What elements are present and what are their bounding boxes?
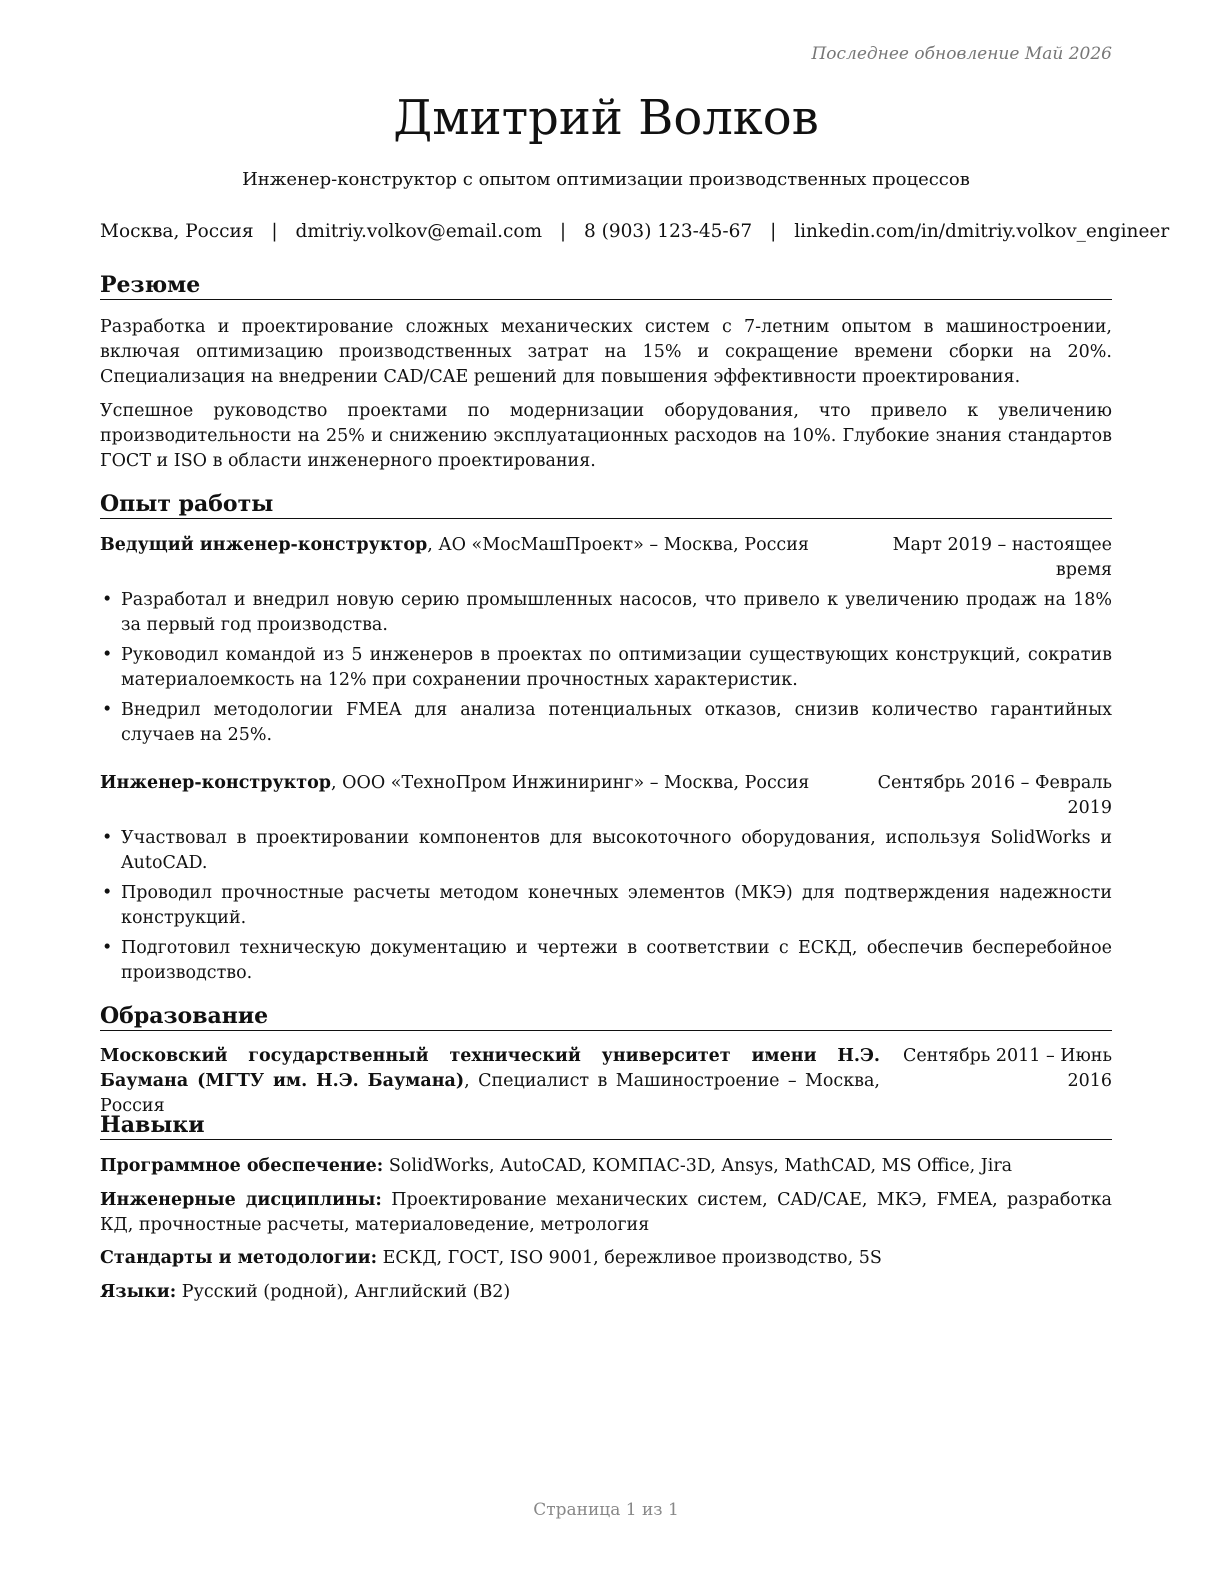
skill-label: Программное обеспечение: xyxy=(100,1156,384,1176)
list-item: • Разработал и внедрил новую серию промышленных насосов, что привело к увеличению продаж на 18% за первый год производства. xyxy=(102,590,1112,635)
resume-page xyxy=(100,0,1170,1584)
list-item: • Руководил командой из 5 инженеров в проектах по оптимизации существующих конструкций, сократив материалоемкость на 12% при сохранении прочностных характеристик. xyxy=(102,645,1112,690)
section-title-summary: Резюме xyxy=(100,271,1112,300)
job-company: , АО «МосМашПроект» – Москва, Россия xyxy=(427,535,809,555)
skill-label: Стандарты и методологии: xyxy=(100,1248,378,1268)
summary-paragraph: Разработка и проектирование сложных механических систем с 7-летним опытом в машиностроении, включая оптимизацию производственных затрат на 15% и сокращение времени сборки на 20%. Специализация на внедрении CAD/CAE решений для повышения эффективности проектирования. xyxy=(100,317,1112,387)
skill-value: SolidWorks, AutoCAD, КОМПАС-3D, Ansys, MathCAD, MS Office, Jira xyxy=(383,1156,1013,1176)
bullet-icon: • xyxy=(102,645,113,665)
education-institution: Московский государственный технический университет имени Н.Э. Баумана (МГТУ им. Н.Э. Баумана) xyxy=(100,1046,880,1091)
summary-paragraph: Успешное руководство проектами по модернизации оборудования, что привело к увеличению производительности на 25% и снижению эксплуатационных расходов на 10%. Глубокие знания стандартов ГОСТ и ISO в области инженерного проектирования. xyxy=(100,401,1112,471)
skill-row xyxy=(100,1154,1112,1179)
skill-row xyxy=(100,1280,1112,1305)
page-number: Страница 1 из 1 xyxy=(533,1500,679,1520)
job-company: , ООО «ТехноПром Инжиниринг» – Москва, Россия xyxy=(331,773,810,793)
job-dates: Март 2019 – настоящее время xyxy=(892,535,1112,580)
list-item: • Внедрил методологии FMEA для анализа потенциальных отказов, снизив количество гарантийных случаев на 25%. xyxy=(102,700,1112,745)
skill-label: Инженерные дисциплины: xyxy=(100,1190,382,1210)
contact-email-link[interactable]: dmitriy.volkov@email.com xyxy=(295,221,542,242)
job-role: Инженер-конструктор xyxy=(100,773,332,793)
job-dates: Сентябрь 2016 – Февраль 2019 xyxy=(877,773,1112,818)
list-item: • Участвовал в проектировании компонентов для высокоточного оборудования, используя SolidWorks и AutoCAD. xyxy=(102,828,1112,873)
skill-value: Русский (родной), Английский (B2) xyxy=(176,1282,511,1302)
contact-linkedin-link[interactable]: linkedin.com/in/dmitriy.volkov_engineer xyxy=(794,221,1170,242)
tagline: Инженер-конструктор с опытом оптимизации производственных процессов xyxy=(242,169,970,190)
bullet-icon: • xyxy=(102,938,113,958)
job-bullets xyxy=(100,826,1112,991)
job-bullets xyxy=(100,588,1112,753)
last-updated: Последнее обновление Май 2026 xyxy=(811,44,1112,64)
list-item: • Подготовил техническую документацию и чертежи в соответствии с ЕСКД, обеспечив бесперебойное производство. xyxy=(102,938,1112,983)
contact-separator: | xyxy=(770,221,777,242)
section-title-skills: Навыки xyxy=(100,1111,1112,1140)
education-degree: , Специалист в Машиностроение – Москва, Россия xyxy=(100,1071,880,1116)
skill-value: Проектирование механических систем, CAD/CAE, МКЭ, FMEA, разработка КД, прочностные расчеты, материаловедение, метрология xyxy=(100,1190,1112,1235)
skill-value: ЕСКД, ГОСТ, ISO 9001, бережливое производство, 5S xyxy=(377,1248,882,1268)
skill-label: Языки: xyxy=(100,1282,177,1302)
education-dates: Сентябрь 2011 – Июнь 2016 xyxy=(902,1046,1112,1091)
skill-row xyxy=(100,1188,1112,1238)
skill-row xyxy=(100,1246,1112,1271)
contact-separator: | xyxy=(559,221,567,242)
bullet-icon: • xyxy=(102,828,113,848)
contact-location: Москва, Россия xyxy=(100,221,254,242)
bullet-icon: • xyxy=(102,883,113,903)
contact-line xyxy=(100,219,1170,245)
contact-separator: | xyxy=(271,221,278,242)
section-title-education: Образование xyxy=(100,1002,1112,1031)
job-role: Ведущий инженер-конструктор xyxy=(100,535,428,555)
bullet-icon: • xyxy=(102,590,113,610)
candidate-name: Дмитрий Волков xyxy=(393,90,819,146)
bullet-icon: • xyxy=(102,700,113,720)
section-title-experience: Опыт работы xyxy=(100,490,1112,519)
contact-phone: 8 (903) 123-45-67 xyxy=(584,221,753,242)
list-item: • Проводил прочностные расчеты методом конечных элементов (МКЭ) для подтверждения надежности конструкций. xyxy=(102,883,1112,928)
